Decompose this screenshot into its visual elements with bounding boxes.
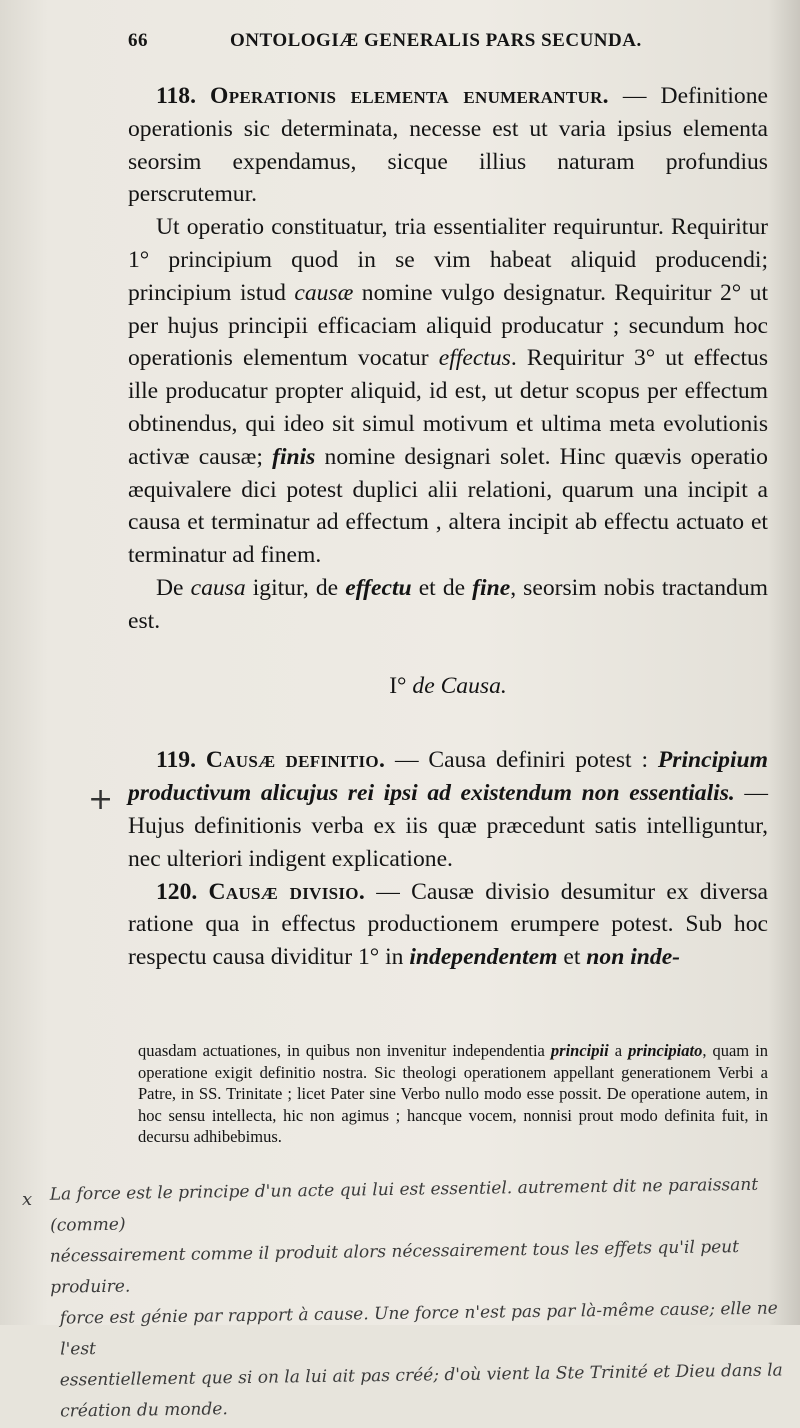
text-run: nomine vulgo designatur. Requiritur 2° ut per hujus principii efficaciam aliquid producatur ; secundum hoc operationis elementum vocatur bbox=[128, 279, 769, 372]
term-non-inde: non inde- bbox=[586, 944, 681, 971]
text-run: . Requiritur 3° ut effectus ille producatur propter aliquid, id est, ut detur scopus per effectum obtinendus, qui ideo sit simul motivum et ultima meta evolutionis activæ causæ; bbox=[128, 345, 768, 470]
section-118-para1 bbox=[128, 80, 768, 211]
text-run: , quam in operatione exigit definitio nostra. Sic theologi operationem appellant generationem Verbi a Patre, in SS. Trinitate ; licet Pater sine Verbo nullo modo esse possit. De operatione autem, in hoc sensu intellecta, hic non agimus ; hancque vocem, nonnisi prout modo definita fuit, in decursu adhibebimus. bbox=[138, 1041, 769, 1146]
section-118-number: 118. bbox=[156, 83, 196, 109]
handwritten-line: essentiellement que si on la lui ait pas créé; d'où vient la Ste Trinité et Dieu dans la création du monde. bbox=[59, 1360, 783, 1422]
section-118-text: — Definitione operationis sic determinata, necesse est ut varia ipsius elementa seorsim expendamus, sicque illius naturam profundius perscrutemur. bbox=[128, 83, 768, 208]
section-118-para3 bbox=[128, 572, 768, 638]
text-run: nomine designari solet. Hinc quævis operatio æquivalere dici potest duplici alii relationi, quarum una incipit a causa et terminatur ad effectum , altera incipit ab effectu actuato et terminatur ad finem. bbox=[128, 443, 768, 569]
handwritten-line: nécessairement comme il produit alors nécessairement tous les effets qu'il peut produire. bbox=[49, 1237, 740, 1298]
main-text bbox=[128, 80, 768, 974]
text-run: De bbox=[156, 574, 191, 601]
term-effectus: effectus bbox=[438, 345, 511, 372]
term-causa: causa bbox=[190, 574, 246, 601]
text-run: igitur, de bbox=[245, 574, 346, 601]
margin-cross-mark: + bbox=[88, 782, 114, 817]
handwritten-x-mark: x bbox=[22, 1189, 33, 1210]
text-run: Ut operatio constituatur, tria essentialiter requiruntur. Requiritur 1° principium quod in se vim habeat aliquid producendi; principium istud bbox=[128, 214, 768, 306]
term-causae: causæ bbox=[294, 279, 354, 306]
section-120 bbox=[128, 876, 768, 974]
footnote-text bbox=[138, 1040, 768, 1148]
subheading-prefix: I° bbox=[389, 672, 407, 699]
section-118-para2 bbox=[128, 211, 768, 572]
handwritten-annotation bbox=[22, 1174, 788, 1428]
text-run: — Hujus definitionis verba ex iis quæ præcedunt satis intelliguntur, nec ulteriori indigent explicatione. bbox=[128, 780, 768, 872]
section-118-heading: Operationis elementa enumerantur. bbox=[210, 83, 609, 109]
section-119 bbox=[128, 744, 768, 875]
section-120-heading: Causæ divisio. bbox=[208, 878, 366, 905]
term-effectu: effectu bbox=[345, 574, 412, 601]
text-run: a bbox=[608, 1041, 629, 1060]
handwritten-line: La force est le principe d'un acte qui lui est essentiel. autrement dit ne paraissant (comme) bbox=[49, 1174, 759, 1236]
term-fine: fine bbox=[472, 574, 511, 601]
page-number: 66 bbox=[128, 30, 148, 51]
text-run: , seorsim nobis tractandum est. bbox=[128, 574, 768, 634]
section-120-number: 120. bbox=[156, 878, 198, 905]
text-run: et bbox=[557, 944, 587, 971]
cause-definition: Principium productivum alicujus rei ipsi ad existendum non essentialis. bbox=[128, 747, 768, 807]
term-principiato: principiato bbox=[628, 1041, 703, 1060]
footnote bbox=[138, 1040, 768, 1148]
term-finis: finis bbox=[272, 443, 316, 470]
text-run: quasdam actuationes, in quibus non invenitur independentia bbox=[138, 1041, 551, 1060]
section-119-number: 119. bbox=[156, 747, 196, 774]
term-independentem: independentem bbox=[409, 944, 558, 971]
text-run: — Causæ divisio desumitur ex diversa ratione qua in effectus productionem erumpere potest. Sub hoc respectu causa dividitur 1° in bbox=[128, 878, 768, 971]
text-run: — Causa definiri potest : bbox=[385, 747, 658, 774]
section-119-heading: Causæ definitio. bbox=[205, 747, 386, 774]
term-principii: principii bbox=[550, 1041, 609, 1060]
running-title: ONTOLOGIÆ GENERALIS PARS SECUNDA. bbox=[230, 30, 642, 51]
handwritten-line: force est génie par rapport à cause. Une force n'est pas par là-même cause; elle ne l'est bbox=[59, 1298, 778, 1360]
subheading-text: de Causa. bbox=[412, 672, 507, 699]
subheading bbox=[128, 670, 768, 703]
text-run: et de bbox=[411, 574, 473, 601]
spacer bbox=[128, 718, 768, 744]
